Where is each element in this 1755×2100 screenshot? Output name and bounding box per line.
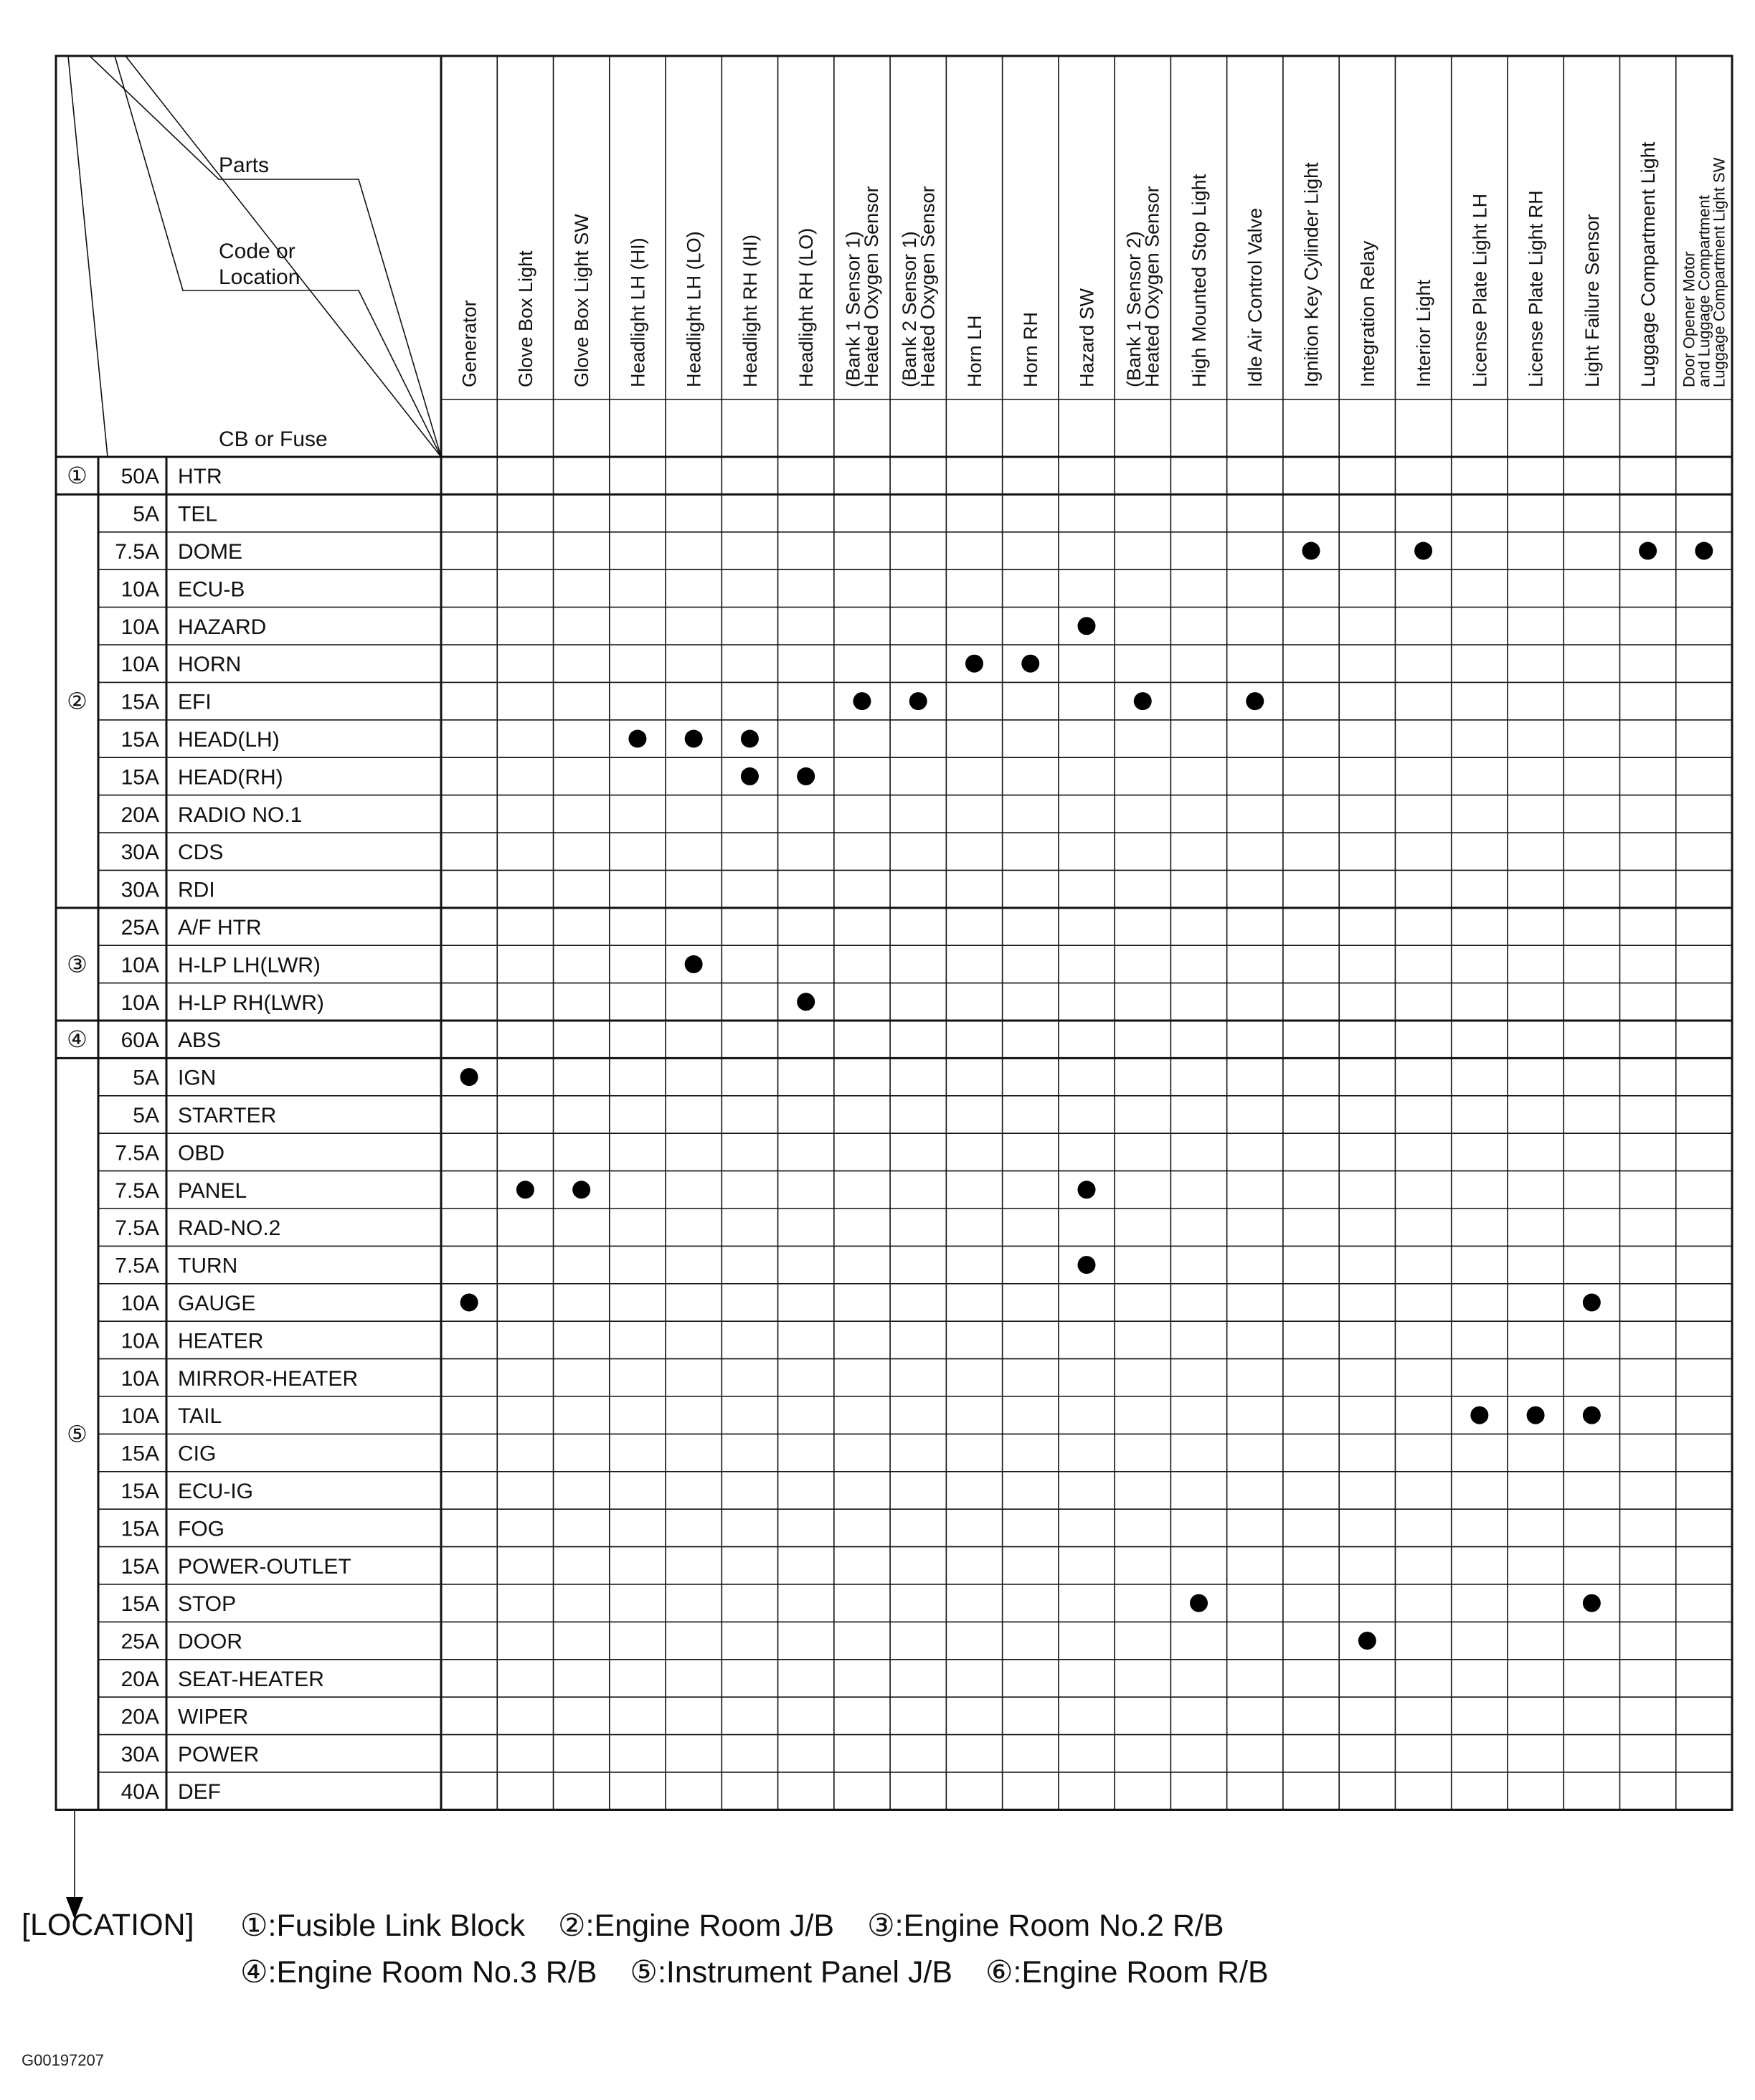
part-label: Glove Box Light SW xyxy=(571,214,593,387)
fuse-name: IGN xyxy=(178,1066,217,1090)
fuse-amperage: 7.5A xyxy=(115,540,159,564)
connection-dot xyxy=(797,993,815,1011)
fuse-name: ECU-B xyxy=(178,577,245,602)
legend-item: ②:Engine Room J/B xyxy=(558,1909,835,1943)
fuse-amperage: 10A xyxy=(120,1329,159,1353)
fuse-amperage: 5A xyxy=(133,502,159,526)
part-label: (Bank 1 Sensor 1) xyxy=(842,231,864,387)
fuse-amperage: 15A xyxy=(120,765,159,790)
fuse-name: ABS xyxy=(178,1028,222,1053)
connection-dot xyxy=(1302,542,1320,560)
fuse-name: A/F HTR xyxy=(178,916,262,940)
fuse-name: CDS xyxy=(178,841,224,865)
connection-dot xyxy=(1695,542,1713,560)
fuse-name: H-LP RH(LWR) xyxy=(178,990,324,1015)
location-marker: ① xyxy=(67,463,87,489)
connection-dot xyxy=(1134,692,1152,710)
fuse-name: DEF xyxy=(178,1780,221,1805)
fuse-name: HTR xyxy=(178,465,222,489)
fuse-amperage: 15A xyxy=(120,728,159,752)
fuse-amperage: 10A xyxy=(120,1292,159,1315)
fuse-amperage: 20A xyxy=(120,803,159,827)
connection-dot xyxy=(685,730,703,748)
fuse-name: STARTER xyxy=(178,1104,277,1127)
fuse-amperage: 40A xyxy=(120,1780,159,1805)
fuse-name: EFI xyxy=(178,690,212,714)
fuse-amperage: 10A xyxy=(120,615,159,639)
fuse-amperage: 15A xyxy=(120,1480,159,1503)
fuse-amperage: 25A xyxy=(120,916,159,940)
fuse-amperage: 10A xyxy=(120,653,159,677)
connection-dot xyxy=(460,1294,478,1312)
connection-dot xyxy=(1583,1594,1601,1612)
legend-item: ⑤:Instrument Panel J/B xyxy=(630,1955,953,1990)
fuse-amperage: 15A xyxy=(120,690,159,714)
part-label: Headlight RH (HI) xyxy=(739,234,761,387)
fuse-amperage: 15A xyxy=(120,1442,159,1466)
connection-dot xyxy=(741,767,759,785)
part-label: Luggage Compartment Light xyxy=(1637,141,1660,387)
part-label: (Bank 2 Sensor 1) xyxy=(898,231,920,387)
fuse-name: DOME xyxy=(178,540,242,564)
connection-dot xyxy=(909,692,927,710)
fuse-name: HEAD(RH) xyxy=(178,765,283,790)
part-label: Horn RH xyxy=(1020,311,1042,387)
location-marker: ② xyxy=(67,688,87,714)
fuse-name: HAZARD xyxy=(178,615,267,639)
part-label: Headlight LH (HI) xyxy=(627,237,649,387)
connection-dot xyxy=(797,767,815,785)
fuse-amperage: 30A xyxy=(120,1742,159,1766)
connection-dot xyxy=(853,692,871,710)
fuse-amperage: 7.5A xyxy=(115,1216,159,1241)
part-label: License Plate Light LH xyxy=(1469,193,1491,387)
fuse-name: FOG xyxy=(178,1517,224,1541)
fuse-amperage: 7.5A xyxy=(115,1254,159,1278)
header-diagonal xyxy=(115,56,183,290)
fuse-amperage: 5A xyxy=(133,1104,159,1127)
part-label: Integration Relay xyxy=(1356,240,1378,387)
connection-dot xyxy=(741,730,759,748)
part-label: Luggage Compartment Light SW xyxy=(1710,157,1728,387)
drawing-code: G00197207 xyxy=(22,2051,104,2069)
cb-fuse-label: CB or Fuse xyxy=(219,427,328,451)
fuse-amperage: 10A xyxy=(120,1404,159,1429)
connection-dot xyxy=(1190,1594,1208,1612)
legend-line-2 xyxy=(240,1954,1293,1990)
connection-dot xyxy=(460,1068,478,1086)
part-label: Light Failure Sensor xyxy=(1581,214,1603,387)
fuse-amperage: 30A xyxy=(120,841,159,865)
connection-dot xyxy=(1527,1406,1545,1424)
part-label: Door Opener Motor xyxy=(1680,251,1698,387)
fuse-name: CIG xyxy=(178,1442,217,1466)
fuse-amperage: 10A xyxy=(120,577,159,602)
fuse-amperage: 60A xyxy=(120,1028,159,1053)
fuse-amperage: 25A xyxy=(120,1630,159,1654)
fuse-amperage: 15A xyxy=(120,1517,159,1541)
part-label: Idle Air Control Valve xyxy=(1244,207,1267,387)
fuse-name: RADIO NO.1 xyxy=(178,803,303,827)
connection-dot xyxy=(1414,542,1432,560)
legend-item: ④:Engine Room No.3 R/B xyxy=(240,1955,597,1990)
location-marker: ④ xyxy=(67,1026,87,1053)
part-label: Hazard SW xyxy=(1076,288,1098,387)
code-location-label: Code or xyxy=(219,240,295,263)
part-label: Headlight LH (LO) xyxy=(683,231,705,387)
legend-item: ①:Fusible Link Block xyxy=(240,1909,526,1943)
connection-dot xyxy=(1246,692,1264,710)
part-label: Interior Light xyxy=(1413,279,1435,387)
fuse-amperage: 10A xyxy=(120,953,159,978)
fuse-name: TAIL xyxy=(178,1404,222,1429)
connection-dot xyxy=(685,955,703,973)
fuse-amperage: 10A xyxy=(120,990,159,1015)
fuse-amperage: 30A xyxy=(120,878,159,902)
part-label: License Plate Light RH xyxy=(1525,190,1547,387)
connection-dot xyxy=(1078,1256,1096,1274)
fuse-name: DOOR xyxy=(178,1630,242,1654)
fuse-name: PANEL xyxy=(178,1178,247,1203)
part-label: Heated Oxygen Sensor xyxy=(861,186,883,387)
fuse-name: HORN xyxy=(178,653,242,677)
fuse-name: RAD-NO.2 xyxy=(178,1216,281,1241)
part-label: Generator xyxy=(458,300,481,387)
header-diagonal xyxy=(359,290,441,457)
fuse-amperage: 7.5A xyxy=(115,1178,159,1203)
connection-dot xyxy=(1470,1406,1488,1424)
legend-item: ⑥:Engine Room R/B xyxy=(985,1955,1269,1990)
connection-dot xyxy=(1639,542,1657,560)
connection-dot xyxy=(1583,1406,1601,1424)
fuse-amperage: 10A xyxy=(120,1366,159,1391)
fuse-name: RDI xyxy=(178,878,215,902)
header-diagonal xyxy=(68,56,108,457)
connection-dot xyxy=(572,1181,590,1198)
connection-dot xyxy=(1078,1181,1096,1198)
legend-title: [LOCATION] xyxy=(22,1908,194,1942)
legend-line-1 xyxy=(240,1908,1249,1944)
fuse-name: POWER-OUTLET xyxy=(178,1554,351,1579)
part-label: Heated Oxygen Sensor xyxy=(917,186,939,387)
fuse-amperage: 20A xyxy=(120,1668,159,1691)
fuse-amperage: 5A xyxy=(133,1066,159,1090)
part-label: Heated Oxygen Sensor xyxy=(1141,186,1163,387)
part-label: High Mounted Stop Light xyxy=(1188,174,1210,387)
fuse-name: GAUGE xyxy=(178,1292,256,1315)
fuse-name: ECU-IG xyxy=(178,1480,253,1503)
part-label: (Bank 1 Sensor 2) xyxy=(1122,231,1145,387)
header-diagonal xyxy=(359,179,441,457)
fuse-name: WIPER xyxy=(178,1705,249,1729)
fuse-amperage: 15A xyxy=(120,1554,159,1579)
fuse-name: HEAD(LH) xyxy=(178,728,280,752)
fuse-name: SEAT-HEATER xyxy=(178,1668,324,1691)
connection-dot xyxy=(628,730,646,748)
connection-dot xyxy=(965,655,983,673)
connection-dot xyxy=(1583,1294,1601,1312)
fuse-name: TURN xyxy=(178,1254,238,1278)
legend-item: ③:Engine Room No.2 R/B xyxy=(867,1909,1224,1943)
fuse-name: OBD xyxy=(178,1141,225,1165)
fuse-name: POWER xyxy=(178,1742,260,1766)
parts-label: Parts xyxy=(219,153,270,177)
connection-dot xyxy=(1078,617,1096,635)
fuse-amperage: 50A xyxy=(120,465,159,489)
part-label: and Luggage Compartment xyxy=(1695,195,1713,387)
part-label: Horn LH xyxy=(963,315,985,387)
part-label: Headlight RH (LO) xyxy=(795,227,818,387)
location-marker: ⑤ xyxy=(67,1421,87,1447)
fuse-name: STOP xyxy=(178,1592,237,1617)
location-marker: ③ xyxy=(67,951,87,978)
part-label: Ignition Key Cylinder Light xyxy=(1300,162,1323,387)
connection-dot xyxy=(1358,1632,1376,1650)
connection-dot xyxy=(516,1181,534,1198)
fuse-amperage: 15A xyxy=(120,1592,159,1617)
header-diagonal xyxy=(90,56,219,179)
fuse-name: H-LP LH(LWR) xyxy=(178,953,321,978)
connection-dot xyxy=(1021,655,1039,673)
fuse-name: MIRROR-HEATER xyxy=(178,1366,359,1391)
part-label: Glove Box Light xyxy=(514,250,536,387)
fuse-name: TEL xyxy=(178,502,218,526)
fuse-amperage: 7.5A xyxy=(115,1141,159,1165)
fuse-name: HEATER xyxy=(178,1329,264,1353)
fuse-amperage: 20A xyxy=(120,1705,159,1729)
code-location-label: Location xyxy=(219,265,301,289)
